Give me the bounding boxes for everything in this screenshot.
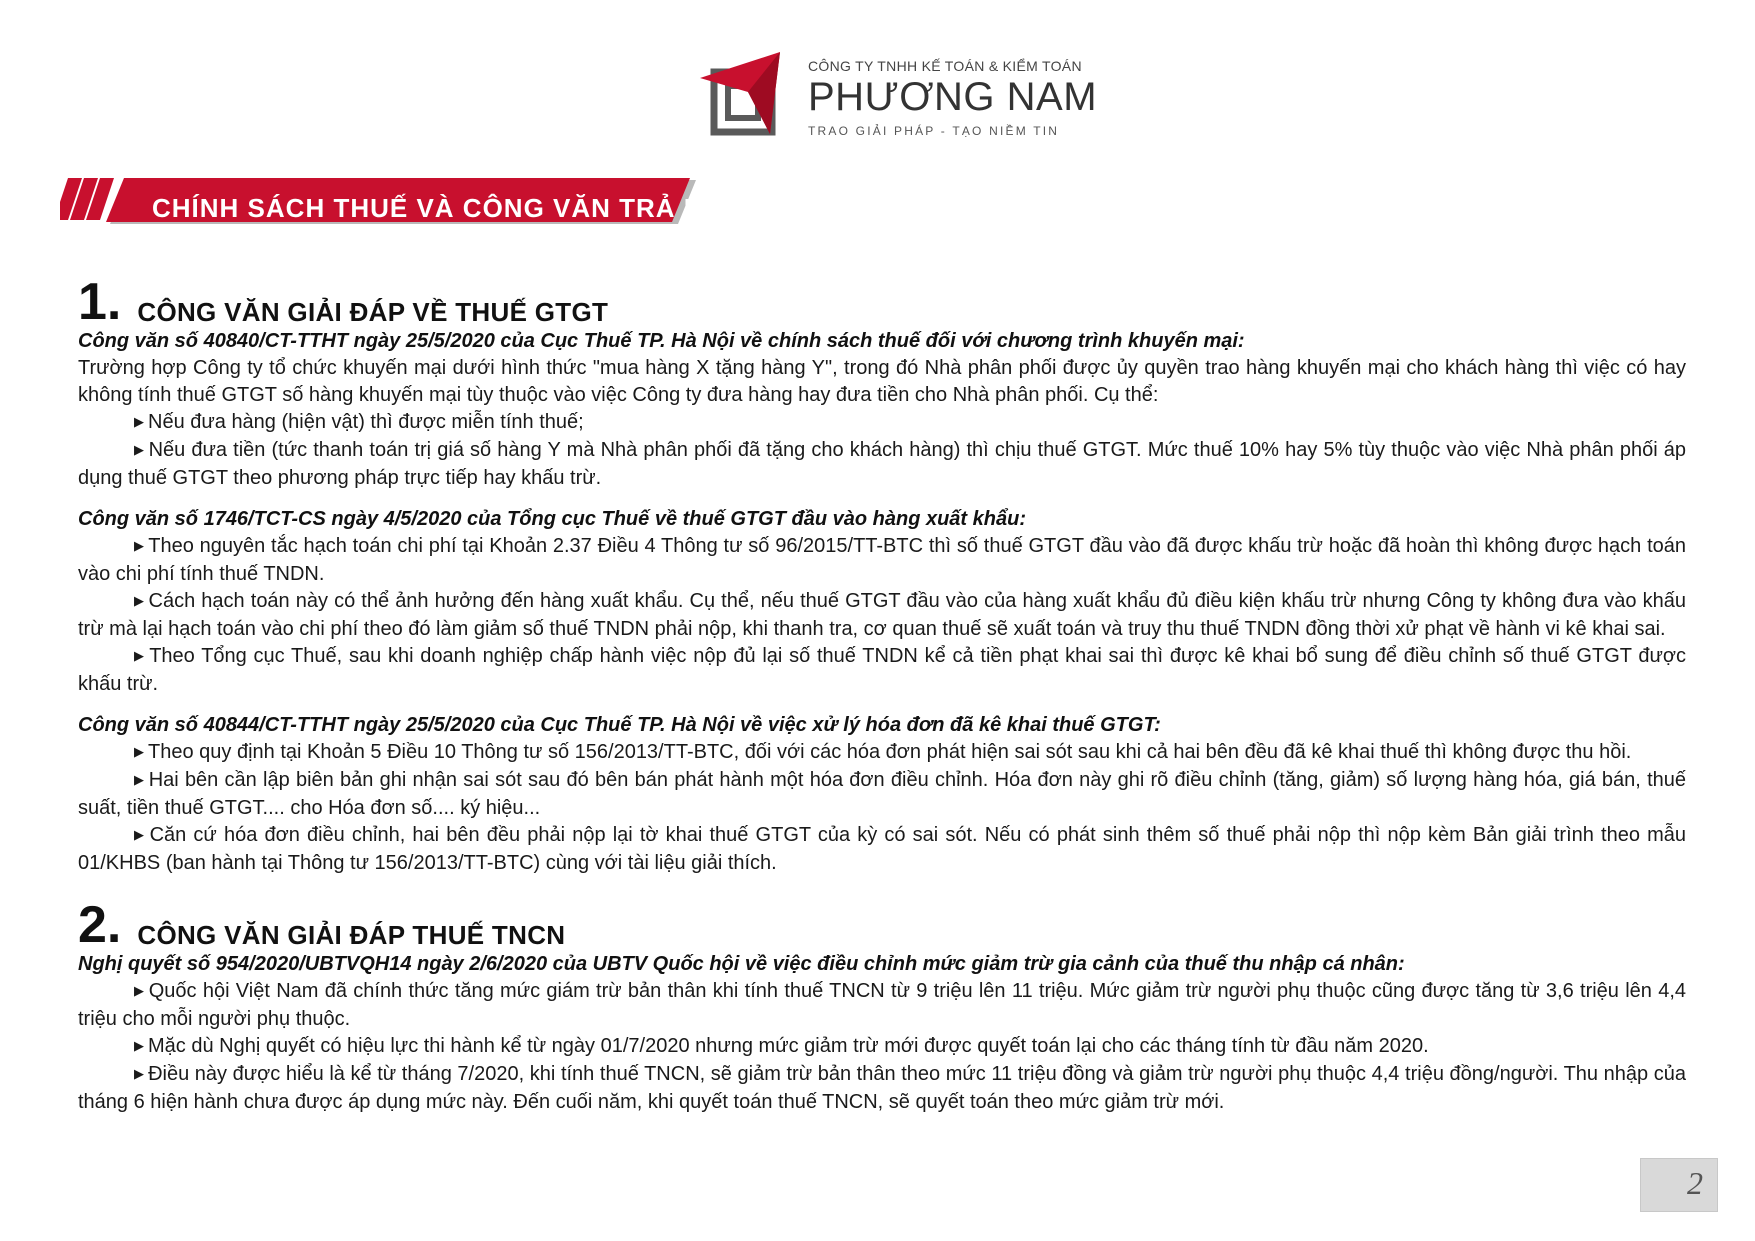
bullet-triangle-icon: ▶ (134, 1038, 144, 1053)
bullet-triangle-icon: ▶ (134, 1066, 145, 1081)
bullet-triangle-icon: ▶ (134, 442, 145, 457)
bullet-triangle-icon: ▶ (134, 648, 146, 663)
bullet-item: ▶ Theo quy định tại Khoản 5 Điều 10 Thông tư số 156/2013/TT-BTC, đối với các hóa đơn phát hiện sai sót sau khi cả hai bên đều đã kê khai thuế thì không được thu hồi. (134, 741, 1632, 763)
bullet-triangle-icon: ▶ (134, 538, 145, 553)
logo-company-name: PHƯƠNG NAM (808, 75, 1098, 119)
main-content (78, 273, 1687, 1116)
bullet-triangle-icon: ▶ (134, 772, 145, 787)
page-number: 2 (1687, 1165, 1703, 1201)
bullet-item: ▶ Căn cứ hóa đơn điều chỉnh, hai bên đều phải nộp lại tờ khai thuế GTGT của kỳ có sai sót. Nếu có phát sinh thêm số thuế phải nộp thì nộp kèm Bản giải trình theo mẫu 01/KHBS (ban hành tại Thông tư 156/2013/TT-BTC) cùng với tài liệu giải thích. (78, 824, 1687, 874)
bullet-triangle-icon: ▶ (134, 414, 144, 429)
section-1-heading (78, 273, 1686, 331)
bullet-item: ▶ Mặc dù Nghị quyết có hiệu lực thi hành kể từ ngày 01/7/2020 nhưng mức giảm trừ mới được quyết toán lại cho các tháng tính từ đầu năm 2020. (134, 1035, 1429, 1057)
company-logo (698, 50, 1098, 150)
bullet-triangle-icon: ▶ (134, 744, 144, 759)
bullet-item: ▶ Quốc hội Việt Nam đã chính thức tăng mức giám trừ bản thân khi tính thuế TNCN từ 9 triệu lên 11 triệu. Mức giảm trừ người phụ thuộc cũng được tăng từ 3,6 triệu lên 4,4 triệu cho mỗi người phụ thuộc. (78, 980, 1686, 1030)
section-title: CÔNG VĂN GIẢI ĐÁP THUẾ TNCN (137, 920, 566, 950)
bullet-item: ▶ Theo nguyên tắc hạch toán chi phí tại Khoản 2.37 Điều 4 Thông tư số 96/2015/TT-BTC thì số thuế GTGT đầu vào đã được khấu trừ hoặc đã hoàn thì không được hạch toán vào chi phí tính thuế TNDN. (78, 535, 1686, 585)
paragraph: Trường hợp Công ty tổ chức khuyến mại dưới hình thức "mua hàng X tặng hàng Y", trong đó Nhà phân phối được ủy quyền trao hàng khuyến mại cho khách hàng thì việc có hay không tính thuế GTGT số hàng khuyến mại tùy thuộc vào việc Công ty đưa hàng hay đưa tiền cho Nhà phân phối. Cụ thể: (78, 357, 1686, 406)
section-banner (60, 178, 733, 238)
logo-mark-icon (698, 50, 808, 150)
bullet-triangle-icon: ▶ (134, 827, 146, 842)
document-heading: Công văn số 40840/CT-TTHT ngày 25/5/2020 của Cục Thuế TP. Hà Nội về chính sách thuế đối với chương trình khuyến mại: (78, 330, 1245, 352)
document-heading: Công văn số 1746/TCT-CS ngày 4/5/2020 của Tổng cục Thuế về thuế GTGT đầu vào hàng xuất khẩu: (78, 508, 1026, 530)
bullet-triangle-icon: ▶ (134, 593, 145, 608)
banner-title: CHÍNH SÁCH THUẾ VÀ CÔNG VĂN TRẢ LỜI (152, 193, 733, 223)
section-2-heading (78, 896, 1686, 954)
page-number-box (1640, 1158, 1718, 1212)
bullet-item: ▶ Nếu đưa hàng (hiện vật) thì được miễn tính thuế; (134, 411, 584, 433)
bullet-item: ▶ Theo Tổng cục Thuế, sau khi doanh nghiệp chấp hành việc nộp đủ lại số thuế TNDN kể cả tiền phạt khai sai thì được kê khai bổ sung để điều chỉnh số thuế GTGT được khấu trừ. (78, 645, 1686, 695)
bullet-item: ▶ Cách hạch toán này có thể ảnh hưởng đến hàng xuất khẩu. Cụ thể, nếu thuế GTGT đầu vào của hàng xuất khẩu đủ điều kiện khấu trừ nhưng Công ty không đưa vào khấu trừ mà lại hạch toán vào chi phí theo đó làm giảm số thuế TNDN phải nộp, khi thanh tra, cơ quan thuế sẽ xuất toán và truy thu thuế TNDN đồng thời xử phạt về hành vi kê khai sai. (78, 590, 1687, 640)
document-heading: Nghị quyết số 954/2020/UBTVQH14 ngày 2/6/2020 của UBTV Quốc hội về việc điều chỉnh mức giảm trừ gia cảnh của thuế thu nhập cá nhân: (78, 953, 1405, 975)
section-number: 2. (78, 896, 122, 954)
bullet-item: ▶ Nếu đưa tiền (tức thanh toán trị giá số hàng Y mà Nhà phân phối đã tặng cho khách hàng) thì chịu thuế GTGT. Mức thuế 10% hay 5% tùy thuộc vào việc Nhà phân phối áp dụng thuế GTGT theo phương pháp trực tiếp hay khấu trừ. (78, 439, 1687, 489)
bullet-item: ▶ Điều này được hiểu là kể từ tháng 7/2020, khi tính thuế TNCN, sẽ giảm trừ bản thân theo mức 11 triệu đồng và giảm trừ người phụ thuộc 4,4 triệu đồng/người. Thu nhập của tháng 6 hiện hành chưa được áp dụng mức này. Đến cuối năm, khi quyết toán thuế TNCN, sẽ quyết toán theo mức giảm trừ mới. (78, 1063, 1687, 1113)
section-title: CÔNG VĂN GIẢI ĐÁP VỀ THUẾ GTGT (137, 297, 609, 327)
bullet-item: ▶ Hai bên cần lập biên bản ghi nhận sai sót sau đó bên bán phát hành một hóa đơn điều chỉnh. Hóa đơn này ghi rõ điều chỉnh (tăng, giảm) số lượng hàng hóa, giá bán, thuế suất, tiền thuế GTGT.... cho Hóa đơn số.... ký hiệu... (78, 769, 1687, 819)
document-heading: Công văn số 40844/CT-TTHT ngày 25/5/2020 của Cục Thuế TP. Hà Nội về việc xử lý hóa đơn đã kê khai thuế GTGT: (78, 714, 1161, 736)
section-number: 1. (78, 273, 122, 331)
bullet-triangle-icon: ▶ (134, 983, 145, 998)
logo-company-line: CÔNG TY TNHH KẾ TOÁN & KIỂM TOÁN (808, 58, 1082, 74)
logo-slogan: TRAO GIẢI PHÁP - TẠO NIỀM TIN (808, 124, 1060, 138)
